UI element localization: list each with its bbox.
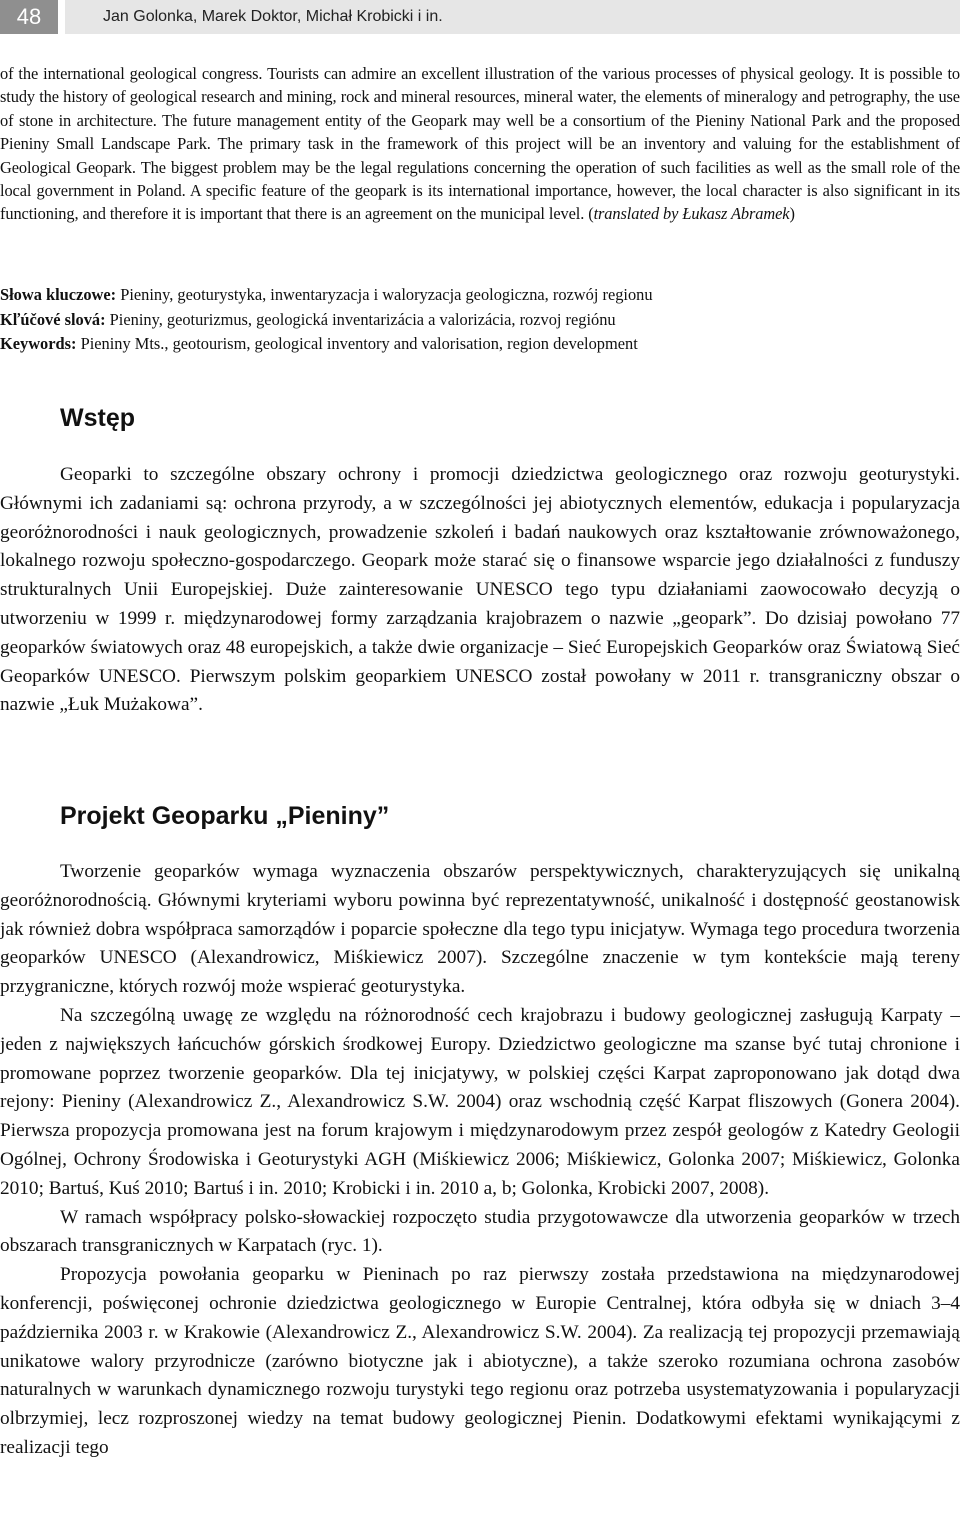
keywords-polish-text: Pieniny, geoturystyka, inwentaryzacja i waloryzacja geologiczna, rozwój regionu — [116, 285, 653, 304]
running-head-bar — [65, 0, 960, 34]
keywords-english — [0, 332, 960, 357]
running-head-authors: Jan Golonka, Marek Doktor, Michał Krobicki i in. — [103, 8, 443, 25]
keywords-block — [0, 283, 960, 357]
keywords-slovak — [0, 308, 960, 333]
keywords-english-text: Pieniny Mts., geotourism, geological inventory and valorisation, region development — [76, 334, 638, 353]
body-paragraph: Geoparki to szczególne obszary ochrony i promocji dziedzictwa geologicznego oraz rozwoju geoturystyki. Głównymi ich zadaniami są: ochrona przyrody, a w szczególności jej abiotycznych elementów, edukacja i popularyzacja georóżnorodności i nauk geologicznych, prowadzenie szkoleń i badań naukowych oraz kształtowanie zrównoważonego, lokalnego rozwoju społeczno-gospodarczego. Geopark może starać się o finansowe wsparcie jego działalności z funduszy strukturalnych Unii Europejskiej. Duże zainteresowanie UNESCO tego typu działaniami zaowocowało decyzją o utworzeniu w 1999 r. międzynarodowej formy zarządzania krajobrazem o nazwie „geopark”. Do dzisiaj powołano 77 geoparków światowych oraz 48 europejskich, a także dwie organizacje – Sieć Europejskich Geoparków oraz Światową Sieć Geoparków UNESCO. Pierwszym polskim geoparkiem UNESCO został powołany w 2011 r. transgraniczny obszar o nazwie „Łuk Mużakowa”. — [0, 464, 960, 716]
body-paragraph: Tworzenie geoparków wymaga wyznaczenia obszarów perspektywicznych, charakteryzujących się unikalną georóżnorodnością. Głównymi kryteriami wyboru powinna być reprezentatywność, unikalność i dostępność geostanowisk jak również dobra współpraca samorządów i poparcie społeczne dla tego typu inicjatyw. Wymaga tego procedura tworzenia geoparków UNESCO (Alexandrowicz, Miśkiewicz 2007). Szczególne znaczenie w tym kontekście mają tereny przygraniczne, których rozwój może wspierać geoturystyka. — [0, 861, 960, 998]
keywords-polish-label: Słowa kluczowe: — [0, 285, 117, 304]
abstract-text: of the international geological congress. Tourists can admire an excellent illustration of the various processes of physical geology. It is possible to study the history of geological research and mining, rock and mineral resources, mineral water, the elements of mineralogy and petrography, the use of stone in architecture. The future management entity of the Geopark may well be a consortium of the Pieniny National Park and the proposed Pieniny Small Landscape Park. The primary task in the framework of this project will be an inventory and valuing for the establishment of Geological Geopark. The biggest problem may be the legal regulations concerning the operation of such facilities as well as the small role of the local government in Poland. A specific feature of the geopark is its international importance, however, the local character is also significant in its functioning, and therefore it is important that there is an agreement on the municipal level. ( — [0, 64, 960, 224]
section-project-body — [0, 858, 960, 1463]
abstract-paragraph — [0, 62, 960, 226]
keywords-polish — [0, 283, 960, 308]
keywords-slovak-text: Pieniny, geoturizmus, geologická inventarizácia a valorizácia, rozvoj regiónu — [105, 309, 616, 329]
section-heading-intro: Wstęp — [60, 404, 135, 432]
keywords-slovak-label: Kľúčové slová: — [0, 309, 106, 329]
keywords-english-label: Keywords: — [0, 334, 77, 353]
body-paragraph: Na szczególną uwagę ze względu na różnorodność cech krajobrazu i budowy geologicznej zasługują Karpaty – jeden z największych łańcuchów górskich środkowej Europy. Dziedzictwo geologiczne ma szanse być tutaj chronione i promowane poprzez tworzenie geoparków. Dla tej inicjatywy, w polskiej części Karpat zaproponowano jak dotąd dwa rejony: Pieniny (Alexandrowicz Z., Alexandrowicz S.W. 2004) oraz wschodnią część Karpat fliszowych (Gonera 2004). Pierwsza propozycja promowana jest na forum krajowym i międzynarodowym przez zespół geologów z Katedry Geologii Ogólnej, Ochrony Środowiska i Geoturystyki AGH (Miśkiewicz 2006; Miśkiewicz, Golonka 2007; Miśkiewicz, Golonka 2010; Bartuś, Kuś 2010; Bartuś i in. 2010; Krobicki i in. 2010 a, b; Golonka, Krobicki 2007, 2008). — [0, 1004, 960, 1199]
section-intro-body — [0, 461, 960, 720]
body-paragraph: Propozycja powołania geoparku w Pieninach po raz pierwszy została przedstawiona na międzynarodowej konferencji, poświęconej ochronie dziedzictwa geologicznego w Europie Centralnej, która odbyła się w dniach 3–4 października 2003 r. w Krakowie (Alexandrowicz Z., Alexandrowicz S.W. 2004). Za realizacją tej propozycji przemawiają unikatowe walory przyrodnicze (zarówno biotyczne jak i abiotyczne), a także szeroko rozumiana ochrona zasobów naturalnych w warunkach dynamicznego rozwoju turystyki tego regionu oraz potrzeba usystematyzowania i popularyzacji olbrzymiej, lecz rozproszonej wiedzy na temat budowy geologicznej Pienin. Dodatkowymi efektami wynikającymi z realizacji tego — [0, 1264, 960, 1458]
translator-credit: translated by Łukasz Abramek — [593, 204, 790, 224]
page-number: 48 — [0, 0, 58, 34]
abstract-close: ) — [789, 204, 795, 224]
body-paragraph: W ramach współpracy polsko-słowackiej rozpoczęto studia przygotowawcze dla utworzenia geoparków w trzech obszarach transgranicznych w Karpatach (ryc. 1). — [0, 1206, 960, 1257]
section-heading-project: Projekt Geoparku „Pieniny” — [60, 802, 390, 830]
running-header — [0, 0, 960, 34]
